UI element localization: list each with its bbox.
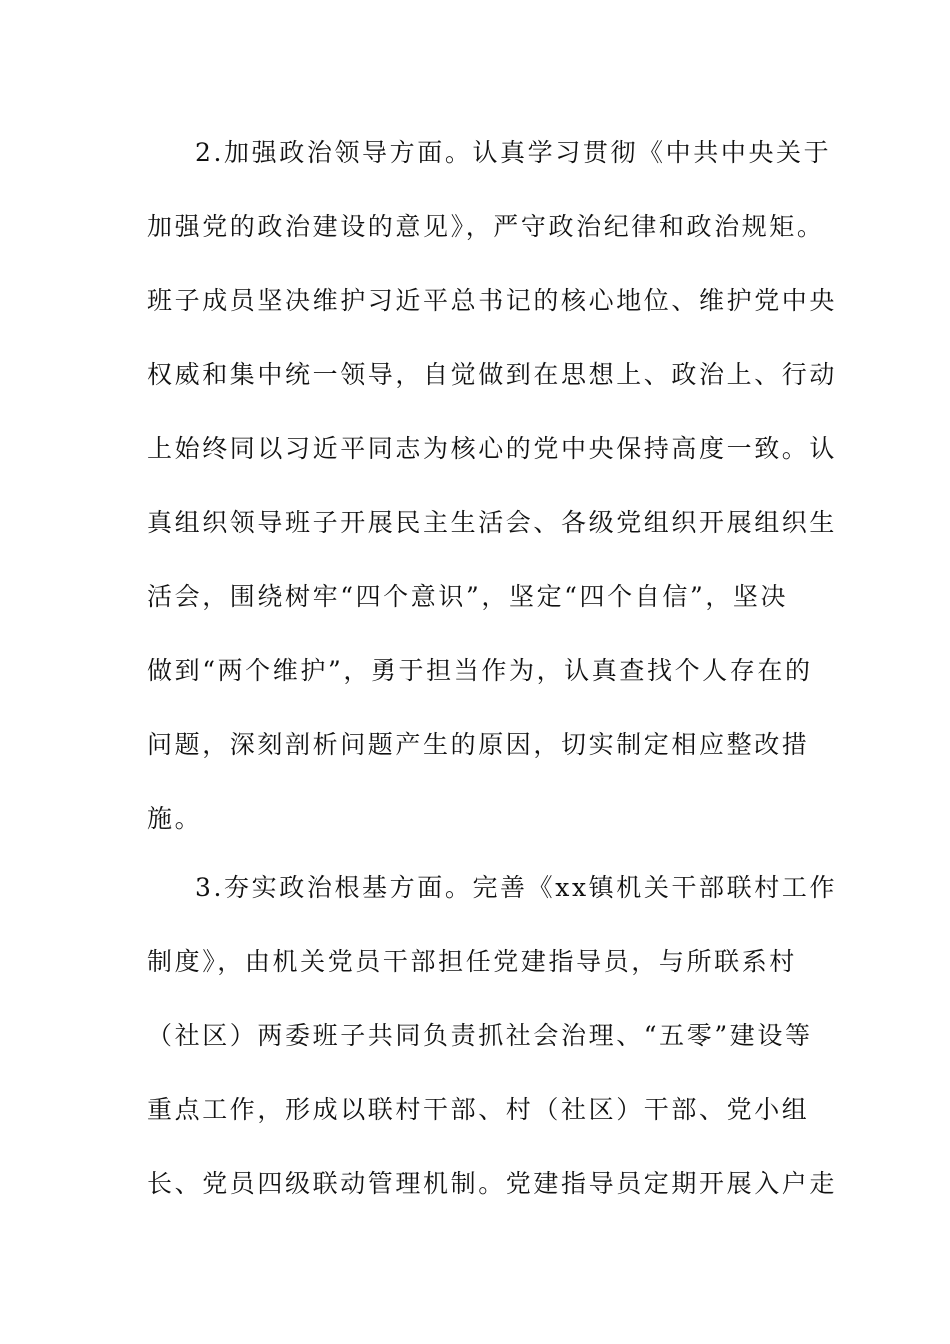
paragraph-2-line-7: 活会，围绕树牢“四个意识”，坚定“四个自信”，坚决 bbox=[147, 582, 789, 611]
paragraph-3-line-4: 重点工作，形成以联村干部、村（社区）干部、党小组 bbox=[147, 1095, 810, 1124]
paragraph-3-line-2: 制度》，由机关党员干部担任党建指导员，与所联系村 bbox=[147, 947, 797, 976]
paragraph-2-line-4: 权威和集中统一领导，自觉做到在思想上、政治上、行动 bbox=[147, 360, 838, 389]
paragraph-2-line-1: 2.加强政治领导方面。认真学习贯彻《中共中央关于 bbox=[195, 138, 832, 167]
paragraph-3-line-3: （社区）两委班子共同负责抓社会治理、“五零”建设等 bbox=[147, 1021, 813, 1050]
paragraph-2-line-3: 班子成员坚决维护习近平总书记的核心地位、维护党中央 bbox=[147, 286, 838, 315]
paragraph-2-line-5: 上始终同以习近平同志为核心的党中央保持高度一致。认 bbox=[147, 434, 838, 463]
paragraph-3-line-5: 长、党员四级联动管理机制。党建指导员定期开展入户走 bbox=[147, 1169, 838, 1198]
paragraph-2-line-6: 真组织领导班子开展民主生活会、各级党组织开展组织生 bbox=[147, 508, 838, 537]
paragraph-3-line-1: 3.夯实政治根基方面。完善《xx镇机关干部联村工作 bbox=[195, 873, 838, 902]
paragraph-2-line-8: 做到“两个维护”，勇于担当作为，认真查找个人存在的 bbox=[147, 656, 813, 685]
paragraph-2-line-2: 加强党的政治建设的意见》，严守政治纪律和政治规矩。 bbox=[147, 212, 825, 241]
paragraph-2-line-10: 施。 bbox=[147, 804, 203, 833]
paragraph-2-line-9: 问题，深刻剖析问题产生的原因，切实制定相应整改措 bbox=[147, 730, 810, 759]
